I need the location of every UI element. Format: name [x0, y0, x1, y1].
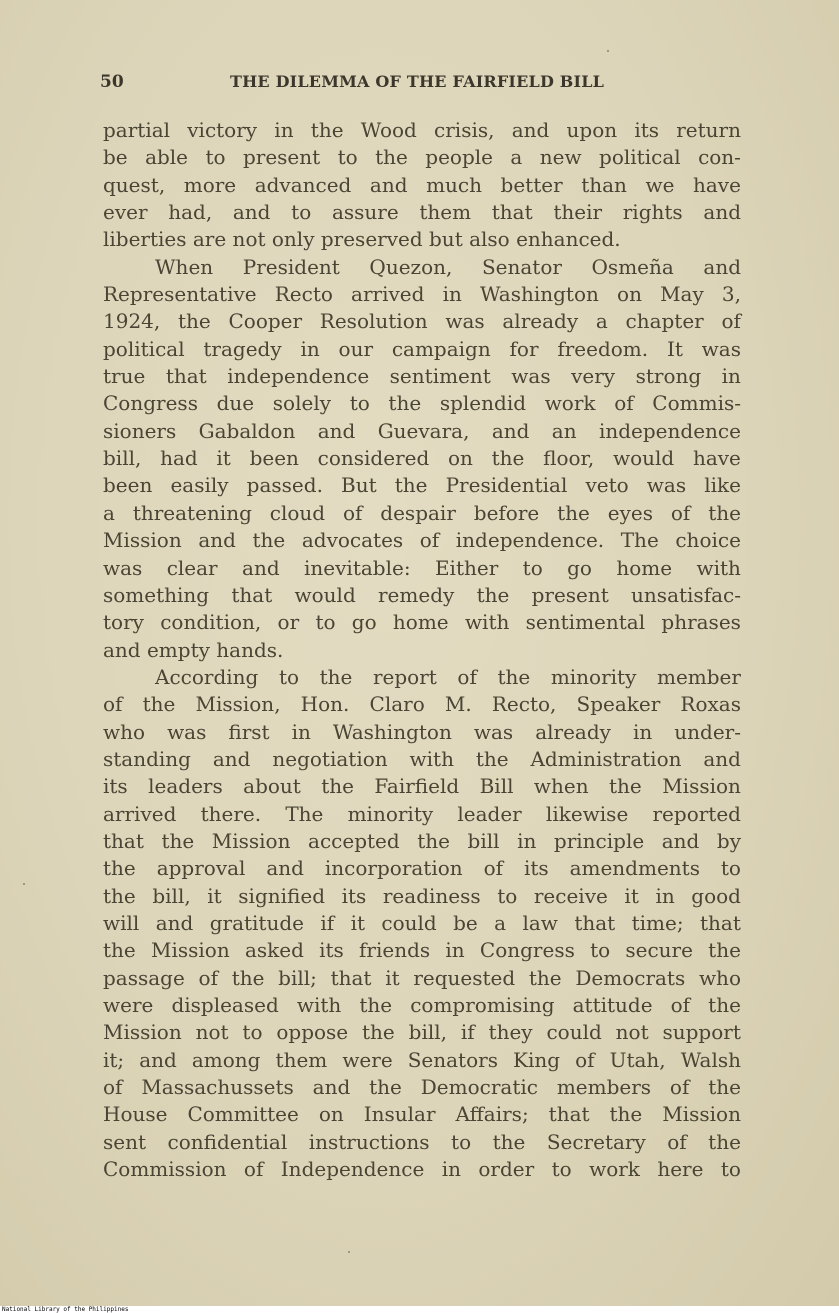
text-line: liberties are not only preserved but also enhanced.: [103, 227, 621, 252]
text-line: House Committee on Insular Affairs; that the Mission: [103, 1102, 741, 1127]
text-line: sent confidential instructions to the Secretary of the: [103, 1129, 741, 1154]
text-line: tory condition, or to go home with sentimental phrases: [103, 610, 741, 635]
paper-speck: [348, 1251, 350, 1253]
text-line: Congress due solely to the splendid work of Commis-: [103, 391, 741, 416]
page-number: 50: [100, 72, 124, 92]
text-line: 1924, the Cooper Resolution was already a chapter of: [103, 309, 741, 334]
running-head-title: THE DILEMMA OF THE FAIRFIELD BILL: [230, 72, 605, 91]
text-line: Mission not to oppose the bill, if they could not support: [103, 1020, 741, 1045]
text-line: of Massachussets and the Democratic members of the: [103, 1075, 741, 1100]
text-line: arrived there. The minority leader likewise reported: [103, 801, 741, 826]
paper-speck: [23, 883, 25, 885]
text-line: According to the report of the minority member: [155, 664, 741, 689]
text-line: the Mission asked its friends in Congress to secure the: [103, 938, 741, 963]
text-line: the approval and incorporation of its amendments to: [103, 856, 741, 881]
text-line: sioners Gabaldon and Guevara, and an independence: [103, 418, 741, 443]
text-line: something that would remedy the present unsatisfac-: [103, 582, 741, 607]
text-line: were displeased with the compromising attitude of the: [103, 993, 741, 1017]
text-line: standing and negotiation with the Administration and: [103, 746, 741, 771]
text-line: the bill, it signified its readiness to receive it in good: [103, 883, 741, 908]
text-line: who was first in Washington was already in under-: [103, 719, 741, 744]
running-head: [0, 70, 839, 98]
text-line: was clear and inevitable: Either to go home with: [103, 555, 741, 580]
text-line: bill, had it been considered on the floor, would have: [103, 446, 741, 471]
text-line: and empty hands.: [103, 637, 284, 662]
library-credit: National Library of the Philippines: [2, 1306, 129, 1313]
text-line: Commission of Independence in order to work here to: [103, 1157, 741, 1182]
text-line: its leaders about the Fairfield Bill when the Mission: [103, 774, 741, 799]
text-line: Representative Recto arrived in Washington on May 3,: [103, 282, 741, 307]
text-line: political tragedy in our campaign for freedom. It was: [103, 336, 741, 361]
body-text: [103, 117, 741, 1183]
text-line: ever had, and to assure them that their rights and: [103, 200, 741, 225]
text-line: be able to present to the people a new political con-: [103, 145, 741, 170]
text-line: been easily passed. But the Presidential veto was like: [103, 473, 741, 498]
text-line: When President Quezon, Senator Osmeña and: [155, 254, 741, 279]
text-line: quest, more advanced and much better than we have: [103, 172, 741, 197]
text-line: passage of the bill; that it requested the Democrats who: [103, 965, 741, 990]
paper-speck: [607, 50, 609, 52]
text-line: true that independence sentiment was very strong in: [103, 364, 741, 389]
text-line: of the Mission, Hon. Claro M. Recto, Speaker Roxas: [103, 692, 741, 717]
text-line: Mission and the advocates of independence. The choice: [103, 528, 741, 553]
text-line: it; and among them were Senators King of Utah, Walsh: [103, 1047, 741, 1072]
text-line: will and gratitude if it could be a law that time; that: [103, 910, 741, 935]
text-line: that the Mission accepted the bill in principle and by: [103, 828, 741, 853]
text-line: a threatening cloud of despair before the eyes of the: [103, 500, 741, 525]
text-line: partial victory in the Wood crisis, and upon its return: [103, 118, 741, 142]
